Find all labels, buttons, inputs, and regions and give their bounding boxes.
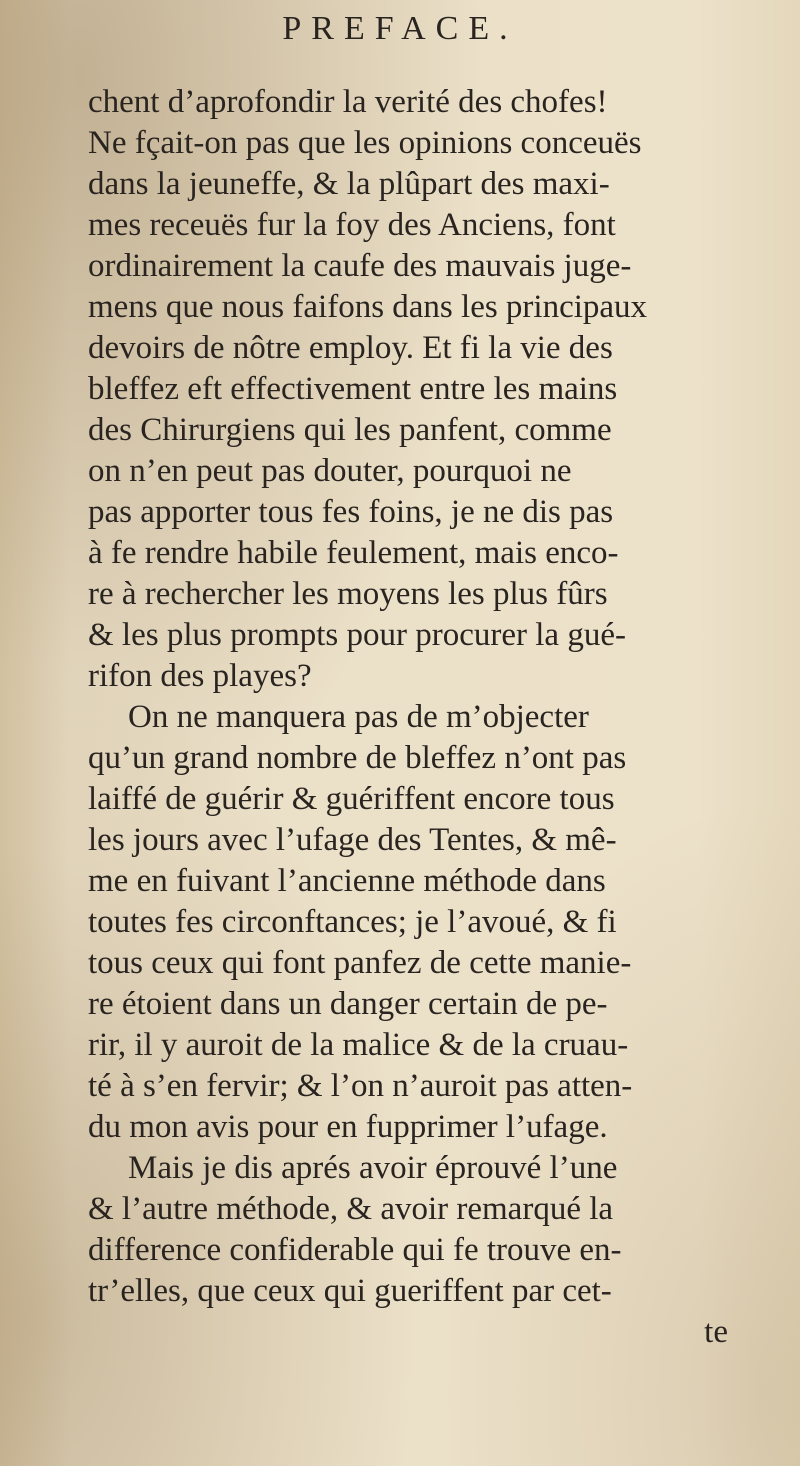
text-line: rifon des playes? xyxy=(88,658,312,694)
text-line: mens que nous faifons dans les principaux xyxy=(88,289,648,325)
text-line: laiffé de guérir & guériffent encore tous xyxy=(88,781,615,817)
text-line: à fe rendre habile feulement, mais enco- xyxy=(88,535,619,571)
text-line: les jours avec l’ufage des Tentes, & mê- xyxy=(88,822,617,858)
body-text xyxy=(88,82,768,1353)
text-line: & l’autre méthode, & avoir remarqué la xyxy=(88,1191,614,1227)
text-line: Ne fçait-on pas que les opinions conceuës xyxy=(88,125,642,161)
text-line: tous ceux qui font panfez de cette manie- xyxy=(88,945,632,981)
text-line: me en fuivant l’ancienne méthode dans xyxy=(88,863,606,899)
text-line: devoirs de nôtre employ. Et fi la vie des xyxy=(88,330,613,366)
paragraph-start-line: Mais je dis aprés avoir éprouvé l’une xyxy=(128,1150,618,1186)
text-line: bleffez eft effectivement entre les mains xyxy=(88,371,618,407)
text-line: des Chirurgiens qui les panfent, comme xyxy=(88,412,612,448)
text-line: on n’en peut pas douter, pourquoi ne xyxy=(88,453,572,489)
text-line: tr’elles, que ceux qui gueriffent par cet- xyxy=(88,1273,612,1309)
text-line: mes receuës fur la foy des Anciens, font xyxy=(88,207,616,243)
catchword: te xyxy=(704,1314,728,1350)
text-line: qu’un grand nombre de bleffez n’ont pas xyxy=(88,740,627,776)
text-line: ordinairement la caufe des mauvais juge- xyxy=(88,248,632,284)
text-line: pas apporter tous fes foins, je ne dis pas xyxy=(88,494,614,530)
text-line: dans la jeuneffe, & la plûpart des maxi- xyxy=(88,166,610,202)
text-line: difference confiderable qui fe trouve en- xyxy=(88,1232,622,1268)
text-line: & les plus prompts pour procurer la gué- xyxy=(88,617,626,653)
text-line: re étoient dans un danger certain de pe- xyxy=(88,986,608,1022)
paragraph-start-line: On ne manquera pas de m’objecter xyxy=(128,699,589,735)
text-line: du mon avis pour en fupprimer l’ufage. xyxy=(88,1109,608,1145)
text-line: re à rechercher les moyens les plus fûrs xyxy=(88,576,608,612)
running-header: PREFACE. xyxy=(282,10,518,47)
text-line: chent d’aprofondir la verité des chofes! xyxy=(88,84,608,120)
text-line: toutes fes circonftances; je l’avoué, & fi xyxy=(88,904,617,940)
text-line: té à s’en fervir; & l’on n’auroit pas atten- xyxy=(88,1068,633,1104)
text-line: rir, il y auroit de la malice & de la cruau- xyxy=(88,1027,629,1063)
